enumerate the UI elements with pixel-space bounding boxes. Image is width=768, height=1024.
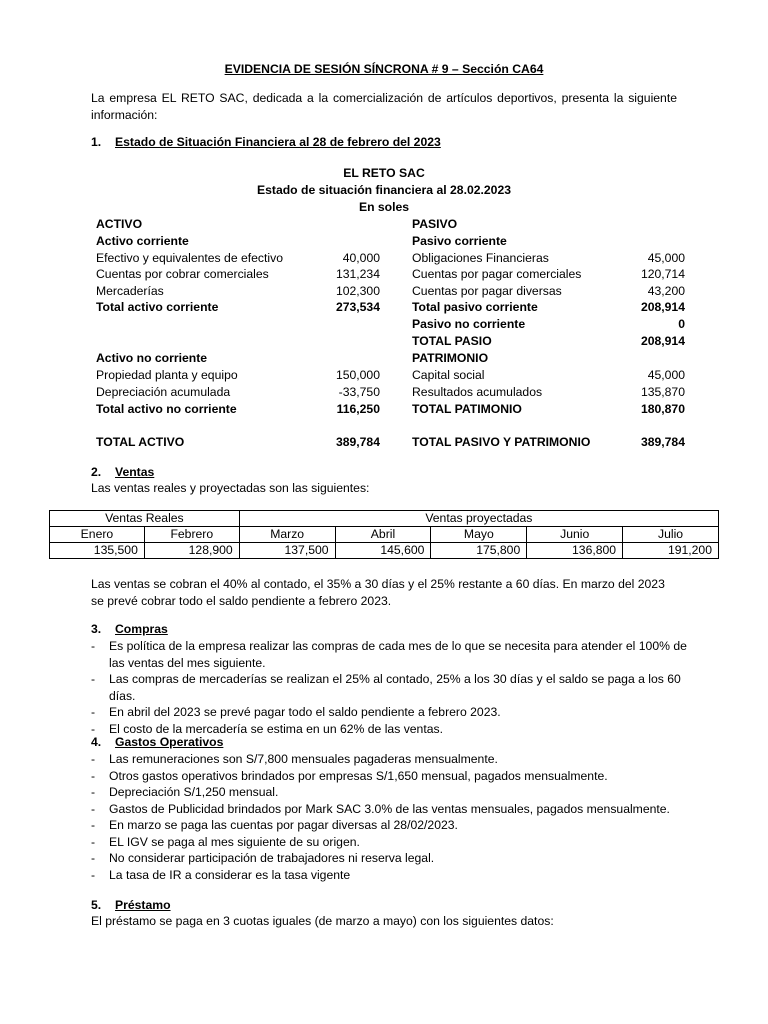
liability-label: TOTAL PASIO — [412, 334, 492, 348]
balance-row — [0, 435, 768, 452]
balance-row — [0, 267, 768, 284]
balance-subtitle: Estado de situación financiera al 28.02.2023 — [256, 183, 512, 197]
balance-row — [0, 351, 768, 368]
balance-currency: En soles — [358, 200, 410, 214]
list-item: - Depreciación S/1,250 mensual. — [91, 784, 691, 801]
liability-label: Cuentas por pagar comerciales — [412, 267, 582, 281]
balance-row — [0, 402, 768, 419]
section-1-heading — [91, 135, 441, 149]
liability-value: 0 — [678, 317, 685, 331]
balance-row — [0, 317, 768, 334]
asset-label: Activo no corriente — [96, 351, 208, 365]
asset-label: Total activo no corriente — [96, 402, 237, 416]
liability-label: TOTAL PATIMONIO — [412, 402, 522, 416]
balance-row — [0, 284, 768, 301]
purchases-list — [91, 638, 691, 737]
balance-row — [0, 251, 768, 268]
liability-value: 135,870 — [640, 385, 685, 399]
asset-value: -33,750 — [338, 385, 380, 399]
liability-label: Cuentas por pagar diversas — [412, 284, 562, 298]
list-item: - El costo de la mercadería se estima en un 62% de las ventas. — [91, 721, 691, 738]
sales-value: 128,900 — [144, 543, 239, 559]
list-item: - En abril del 2023 se prevé pagar todo el saldo pendiente a febrero 2023. — [91, 704, 691, 721]
liability-value: 45,000 — [647, 251, 685, 265]
section-1-title: Estado de Situación Financiera al 28 de febrero del 2023 — [115, 135, 441, 149]
asset-label: ACTIVO — [96, 217, 143, 231]
liability-value: 180,870 — [640, 402, 685, 416]
liability-value: 45,000 — [647, 368, 685, 382]
section-5-heading — [91, 898, 171, 912]
asset-label: TOTAL ACTIVO — [96, 435, 185, 449]
section-4-number: 4. — [91, 735, 102, 749]
balance-company: EL RETO SAC — [343, 166, 425, 180]
list-item: - Gastos de Publicidad brindados por Mark SAC 3.0% de las ventas mensuales, pagados mensualmente. — [91, 801, 691, 818]
section-3-number: 3. — [91, 622, 102, 636]
liability-value: 389,784 — [640, 435, 685, 449]
liability-value: 43,200 — [647, 284, 685, 298]
asset-label: Propiedad planta y equipo — [96, 368, 238, 382]
document-title: EVIDENCIA DE SESIÓN SÍNCRONA # 9 – Sección CA64 — [224, 62, 544, 76]
section-1-number: 1. — [91, 135, 102, 149]
list-item: - Las remuneraciones son S/7,800 mensuales pagaderas mensualmente. — [91, 751, 691, 768]
sales-months-row — [50, 527, 719, 543]
liability-label: Pasivo no corriente — [412, 317, 526, 331]
balance-row — [0, 334, 768, 351]
list-item: - La tasa de IR a considerar es la tasa vigente — [91, 867, 691, 884]
asset-label: Cuentas por cobrar comerciales — [96, 267, 269, 281]
liability-label: PASIVO — [412, 217, 458, 231]
list-item: - Es política de la empresa realizar las compras de cada mes de lo que se necesita para atender el 100% de las ventas del mes siguiente. — [91, 638, 691, 671]
asset-label: Activo corriente — [96, 234, 189, 248]
section-3-title: Compras — [115, 622, 168, 636]
list-item: - No considerar participación de trabajadores ni reserva legal. — [91, 850, 691, 867]
sales-value: 145,600 — [335, 543, 431, 559]
section-4-heading — [91, 735, 223, 749]
asset-value: 102,300 — [335, 284, 380, 298]
section-2-lead: Las ventas reales y proyectadas son las siguientes: — [91, 481, 370, 495]
asset-label: Efectivo y equivalentes de efectivo — [96, 251, 283, 265]
section-2-heading — [91, 465, 154, 479]
operating-expenses-list — [91, 751, 691, 883]
month-header: Mayo — [431, 527, 527, 543]
sales-real-header: Ventas Reales — [50, 511, 240, 527]
sales-collection-note: Las ventas se cobran el 40% al contado, el 35% a 30 días y el 25% restante a 60 días. En marzo del 2023 se prevé cobrar todo el saldo pendiente a febrero 2023. — [91, 577, 665, 608]
month-header: Julio — [623, 527, 719, 543]
liability-label: PATRIMONIO — [412, 351, 489, 365]
section-2-title: Ventas — [115, 465, 155, 479]
asset-label: Mercaderías — [96, 284, 164, 298]
asset-value: 116,250 — [336, 402, 380, 416]
asset-value: 150,000 — [335, 368, 380, 382]
liability-label: Obligaciones Financieras — [412, 251, 549, 265]
asset-label: Depreciación acumulada — [96, 385, 231, 399]
asset-value: 131,234 — [335, 267, 380, 281]
section-5-number: 5. — [91, 898, 102, 912]
liability-label: Capital social — [412, 368, 485, 382]
liability-label: TOTAL PASIVO Y PATRIMONIO — [412, 435, 591, 449]
sales-value: 135,500 — [50, 543, 145, 559]
asset-value: 389,784 — [335, 435, 380, 449]
sales-group-header-row — [50, 511, 719, 527]
asset-value: 273,534 — [335, 300, 380, 314]
sales-table — [49, 510, 719, 559]
month-header: Marzo — [239, 527, 335, 543]
balance-row — [0, 300, 768, 317]
month-header: Enero — [50, 527, 145, 543]
section-2-number: 2. — [91, 465, 102, 479]
balance-row — [0, 217, 768, 234]
list-item: - Otros gastos operativos brindados por empresas S/1,650 mensual, pagados mensualmente. — [91, 768, 691, 785]
liability-value: 120,714 — [640, 267, 685, 281]
section-5-lead: El préstamo se paga en 3 cuotas iguales (de marzo a mayo) con los siguientes datos: — [91, 914, 554, 928]
list-item: - EL IGV se paga al mes siguiente de su origen. — [91, 834, 691, 851]
asset-value: 40,000 — [342, 251, 380, 265]
liability-value: 208,914 — [640, 300, 685, 314]
asset-label: Total activo corriente — [96, 300, 219, 314]
list-item: - Las compras de mercaderías se realizan el 25% al contado, 25% a los 30 días y el saldo se paga a los 60 días. — [91, 671, 691, 704]
list-item: - En marzo se paga las cuentas por pagar diversas al 28/02/2023. — [91, 817, 691, 834]
section-4-title: Gastos Operativos — [115, 735, 224, 749]
intro-paragraph: La empresa EL RETO SAC, dedicada a la comercialización de artículos deportivos, presenta la siguiente información: — [91, 91, 677, 122]
liability-label: Pasivo corriente — [412, 234, 507, 248]
section-5-title: Préstamo — [115, 898, 171, 912]
liability-label: Resultados acumulados — [412, 385, 543, 399]
month-header: Febrero — [144, 527, 239, 543]
balance-row — [0, 234, 768, 251]
sales-value: 175,800 — [431, 543, 527, 559]
sales-value: 191,200 — [623, 543, 719, 559]
balance-row — [0, 385, 768, 402]
month-header: Abril — [335, 527, 431, 543]
sales-value: 137,500 — [239, 543, 335, 559]
sales-projected-header: Ventas proyectadas — [239, 511, 718, 527]
balance-row — [0, 368, 768, 385]
liability-value: 208,914 — [640, 334, 685, 348]
section-3-heading — [91, 622, 168, 636]
liability-label: Total pasivo corriente — [412, 300, 538, 314]
sales-value: 136,800 — [527, 543, 623, 559]
sales-values-row — [50, 543, 719, 559]
month-header: Junio — [527, 527, 623, 543]
